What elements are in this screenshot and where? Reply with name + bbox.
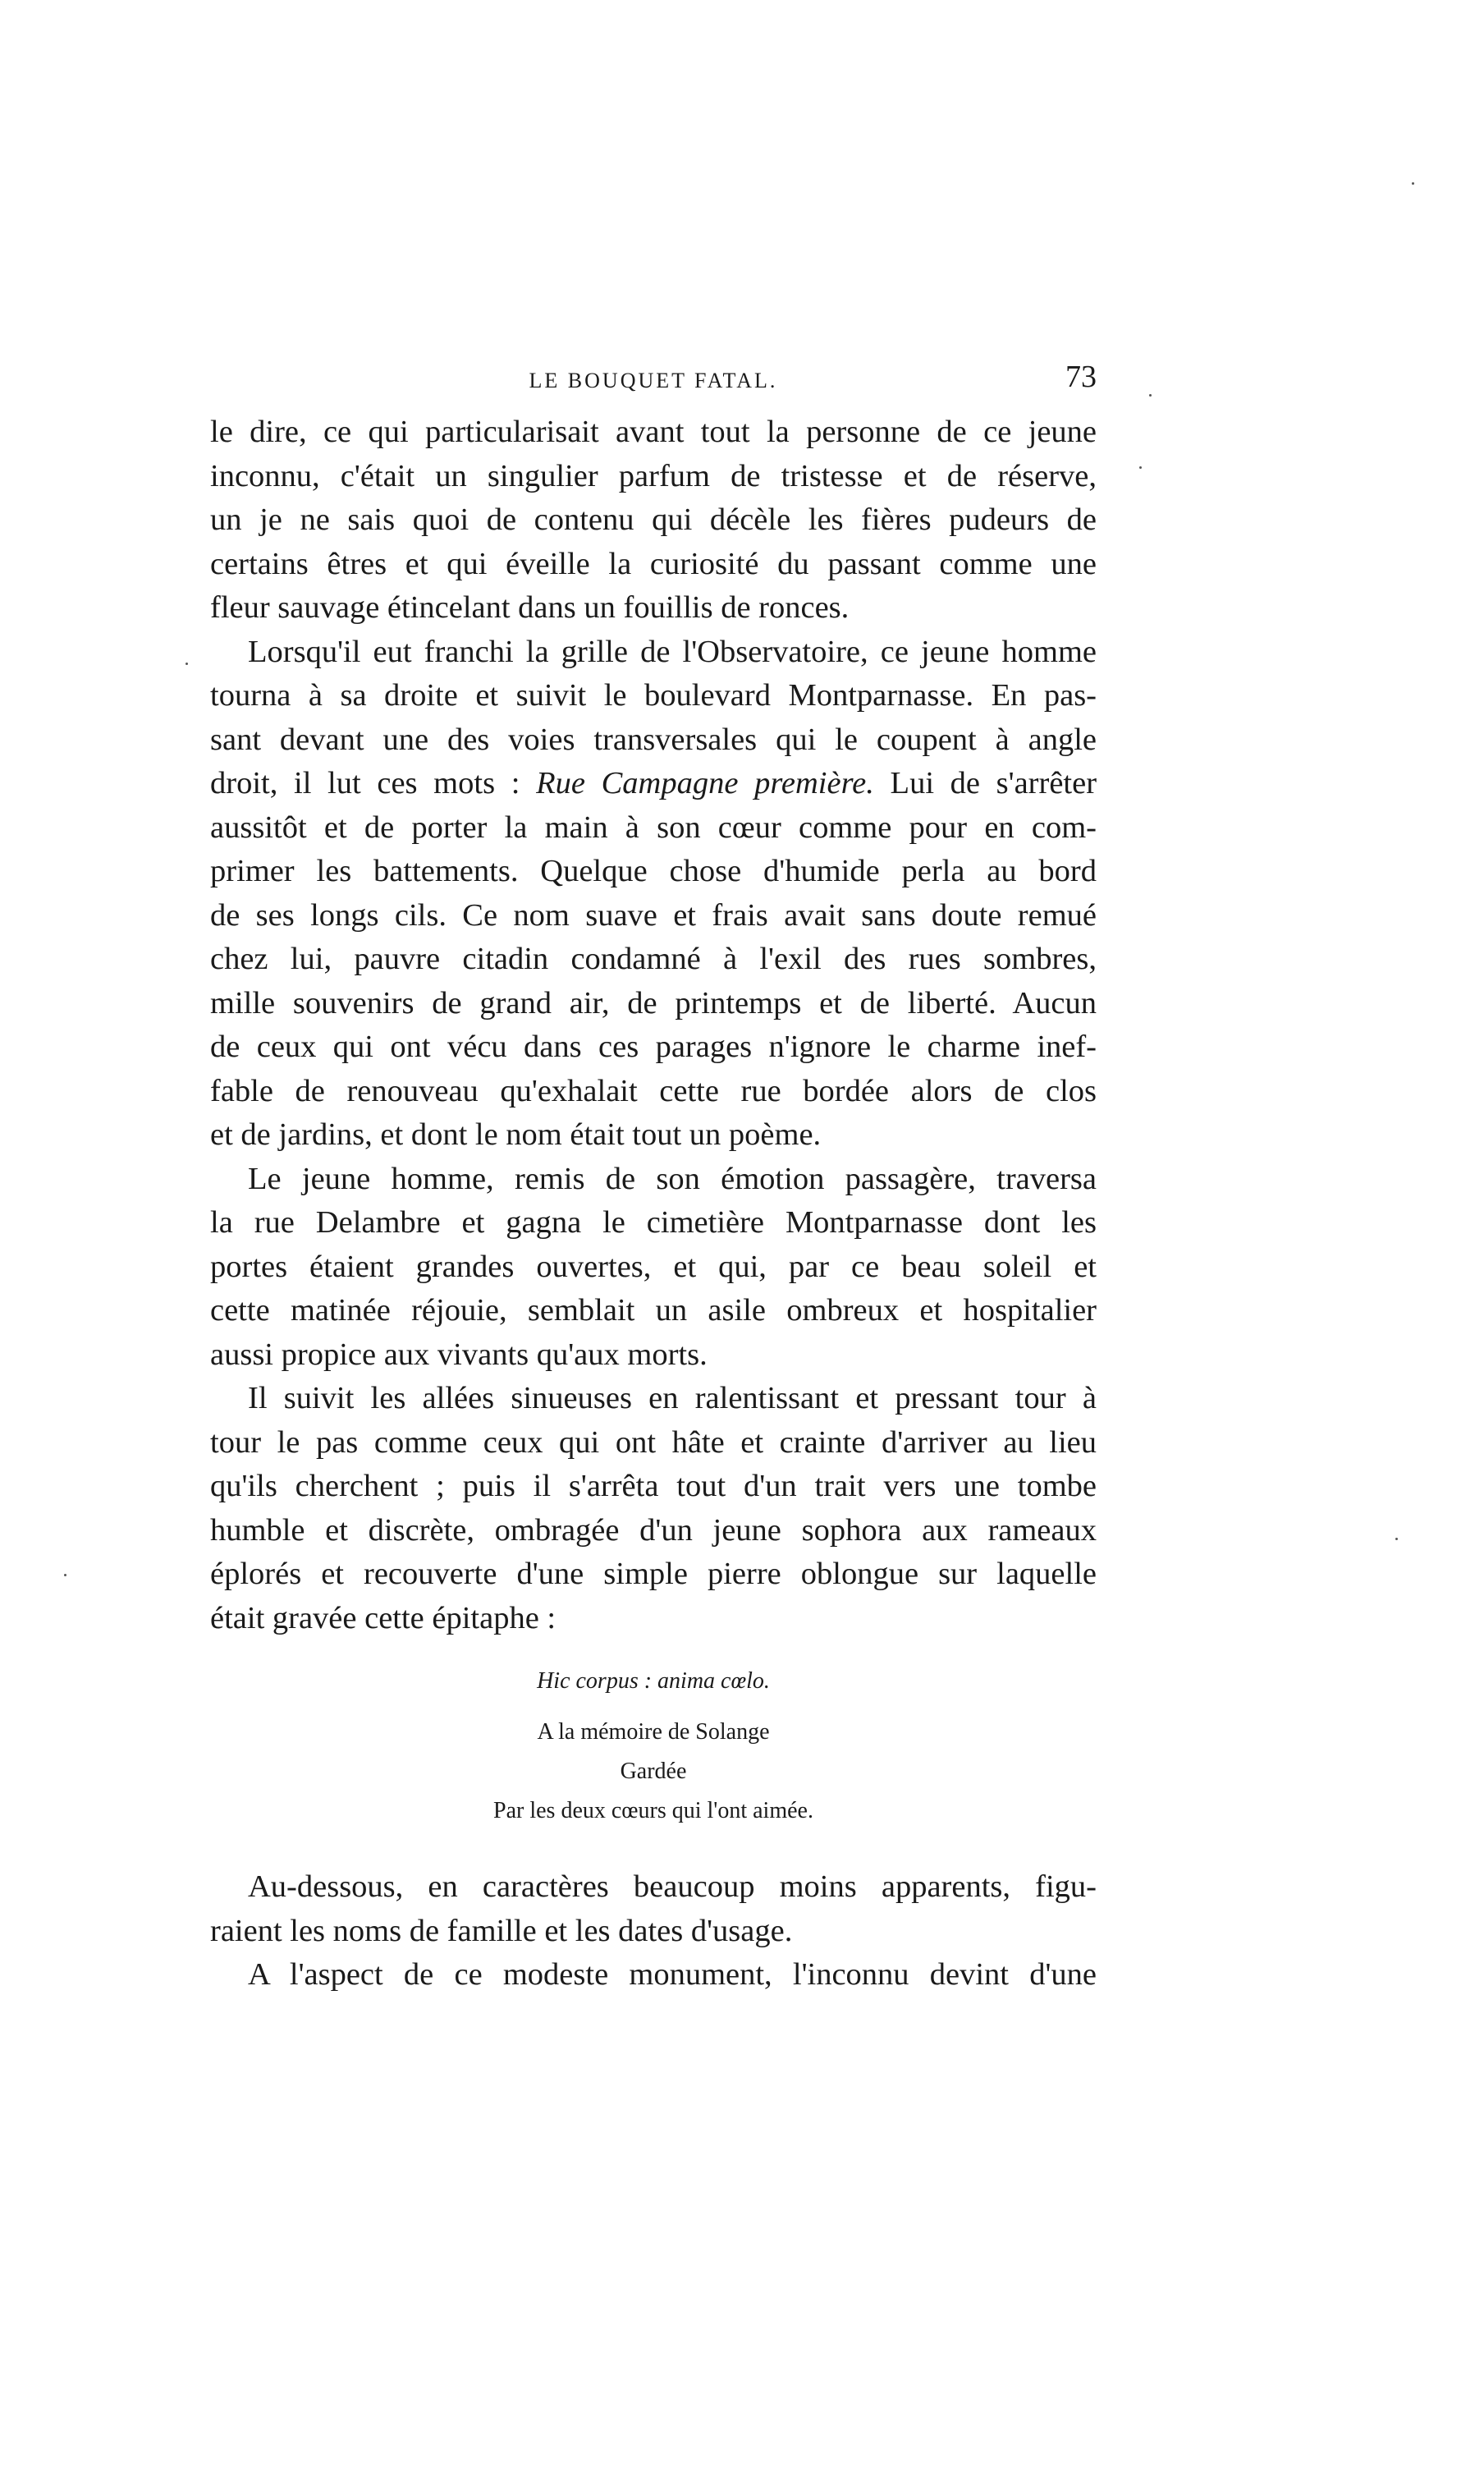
text-segment: droit, il lut ces mots : [210,766,520,800]
text-line: Le jeune homme, remis de son émotion passagère, traversa [248,1161,1097,1196]
text-line: chez lui, pauvre citadin condamné à l'exil des rues sombres, [210,942,1097,976]
text-line: était gravée cette épitaphe : [210,1600,556,1635]
text-line: primer les battements. Quelque chose d'humide perla au bord [210,854,1097,888]
text-segment: Lui de s'arrêter [890,766,1097,800]
text-line: de ses longs cils. Ce nom suave et frais avait sans doute remué [210,897,1097,933]
street-name: Rue Campagne première. [536,766,874,800]
text-line: sant devant une des voies transversales qui le coupent à angle [210,722,1097,757]
text-line: un je ne sais quoi de contenu qui décèle les fières pudeurs de [210,502,1097,537]
text-line: fable de renouveau qu'exhalait cette rue bordée alors de clos [210,1073,1097,1108]
paper-speck [1139,466,1142,469]
body-text [210,410,1097,1997]
text-line: Lorsqu'il eut franchi la grille de l'Observatoire, ce jeune homme [248,634,1097,669]
paper-speck [1395,1538,1398,1540]
paper-speck [1149,394,1152,397]
paper-speck [186,663,188,665]
text-line: fleur sauvage étincelant dans un fouillis de ronces. [210,590,850,625]
text-line: humble et discrète, ombragée d'un jeune sophora aux rameaux [210,1512,1097,1548]
spacer [210,1831,1097,1865]
epitaph-line: Gardée [620,1759,687,1784]
page-header [210,359,1097,408]
text-line: aussitôt et de porter la main à son cœur comme pour en com- [210,809,1097,845]
epitaph-line: A la mémoire de Solange [537,1719,770,1745]
epitaph-line: Par les deux cœurs qui l'ont aimée. [493,1798,813,1823]
text-line: raient les noms de famille et les dates d'usage. [210,1913,793,1948]
text-line-mixed [210,762,1097,806]
text-line: aussi propice aux vivants qu'aux morts. [210,1337,708,1372]
text-line: cette matinée réjouie, semblait un asile ombreux et hospitalier [210,1293,1097,1328]
text-line: de ceux qui ont vécu dans ces parages n'ignore le charme inef- [210,1030,1097,1064]
text-line: Il suivit les allées sinueuses en ralentissant et pressant tour à [248,1381,1097,1415]
page-number: 73 [1065,360,1097,394]
paper-speck [64,1574,66,1576]
text-line: le dire, ce qui particularisait avant tout la personne de ce jeune [210,415,1097,449]
epitaph-motto: Hic corpus : anima cœlo. [537,1668,770,1694]
text-line: Au-dessous, en caractères beaucoup moins apparents, figu- [248,1869,1097,1904]
text-line: tourna à sa droite et suivit le boulevard Montparnasse. En pas- [210,678,1097,713]
text-line: inconnu, c'était un singulier parfum de tristesse et de réserve, [210,458,1097,493]
text-line: éplorés et recouverte d'une simple pierre oblongue sur laquelle [210,1557,1097,1591]
paper-speck [1412,182,1414,185]
text-line: tour le pas comme ceux qui ont hâte et crainte d'arriver au lieu [210,1424,1097,1460]
text-line: portes étaient grandes ouvertes, et qui, par ce beau soleil et [210,1249,1097,1284]
text-line: mille souvenirs de grand air, de printemps et de liberté. Aucun [210,985,1097,1020]
text-line: A l'aspect de ce modeste monument, l'inconnu devint d'une [248,1957,1097,1992]
text-line: et de jardins, et dont le nom était tout un poème. [210,1117,822,1152]
text-line: certains êtres et qui éveille la curiosité du passant comme une [210,546,1097,581]
text-line: qu'ils cherchent ; puis il s'arrêta tout d'un trait vers une tombe [210,1469,1097,1503]
running-title: LE BOUQUET FATAL. [529,369,778,392]
text-line: la rue Delambre et gagna le cimetière Montparnasse dont les [210,1205,1097,1240]
